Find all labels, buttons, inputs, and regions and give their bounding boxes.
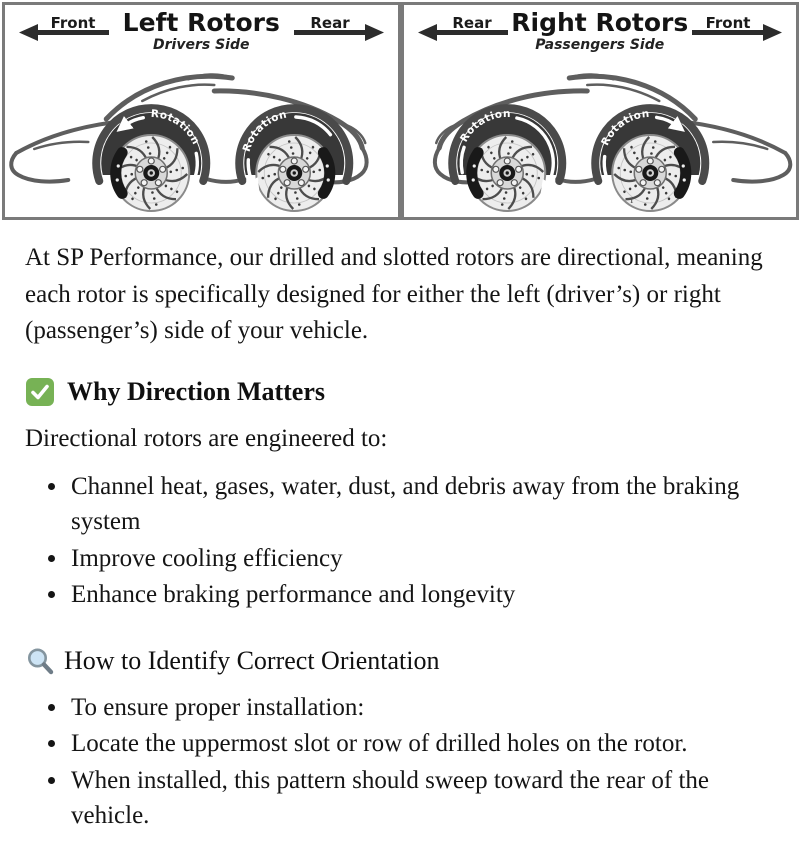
rotation-label: Rotation [598,107,650,148]
left-car-illustration [5,63,398,215]
list-item: • Locate the uppermost slot or row of drilled holes on the rotor. [69,726,763,762]
rotation-label: Rotation [457,108,511,145]
panel-subtitle: Drivers Side [153,36,250,53]
list-item: • Enhance braking performance and longevity [69,577,763,613]
section-heading-why-direction-matters [25,377,763,407]
front-label: Front [50,14,96,32]
list-item: • When installed, this pattern should sweep toward the rear of the vehicle. [69,763,763,834]
right-panel-header [404,5,797,63]
list-item: • Channel heat, gases, water, dust, and debris away from the braking system [69,469,763,540]
rotor-direction-diagram [2,2,799,220]
rear-label: Rear [309,14,350,32]
rear-arrow-right [291,12,386,44]
front-arrow-left [17,12,112,44]
article [0,220,793,861]
rotation-label: Rotation [150,107,202,147]
rotation-label: Rotation [240,108,289,154]
list-item: • To ensure proper installation: [69,690,763,726]
lead-paragraph: Directional rotors are engineered to: [25,424,388,452]
section-heading-identify-orientation [25,646,763,676]
heading-text: How to Identify Correct Orientation [64,645,440,675]
benefits-list [25,469,763,613]
heading-text: Why Direction Matters [67,376,326,406]
stray-mark: r [629,192,634,206]
left-rotors-panel [2,2,401,220]
panel-title: Left Rotors [122,8,280,37]
rear-label: Rear [451,14,492,32]
left-panel-header [5,5,398,63]
list-item: • Improve cooling efficiency [69,541,763,577]
check-icon [25,377,55,407]
front-arrow-right [689,12,784,44]
rear-arrow-left [416,12,511,44]
magnifying-glass-icon [25,646,55,676]
right-rotors-panel [401,2,800,220]
right-car-illustration [404,63,797,215]
panel-title: Right Rotors [511,8,689,37]
front-label: Front [705,14,751,32]
panel-subtitle: Passengers Side [535,36,665,53]
orientation-list [25,690,763,834]
intro-paragraph: At SP Performance, our drilled and slotted rotors are directional, meaning each rotor is specifically designed for either the left (driver’s) or right (passenger’s) side of your vehicle. [25,244,763,344]
